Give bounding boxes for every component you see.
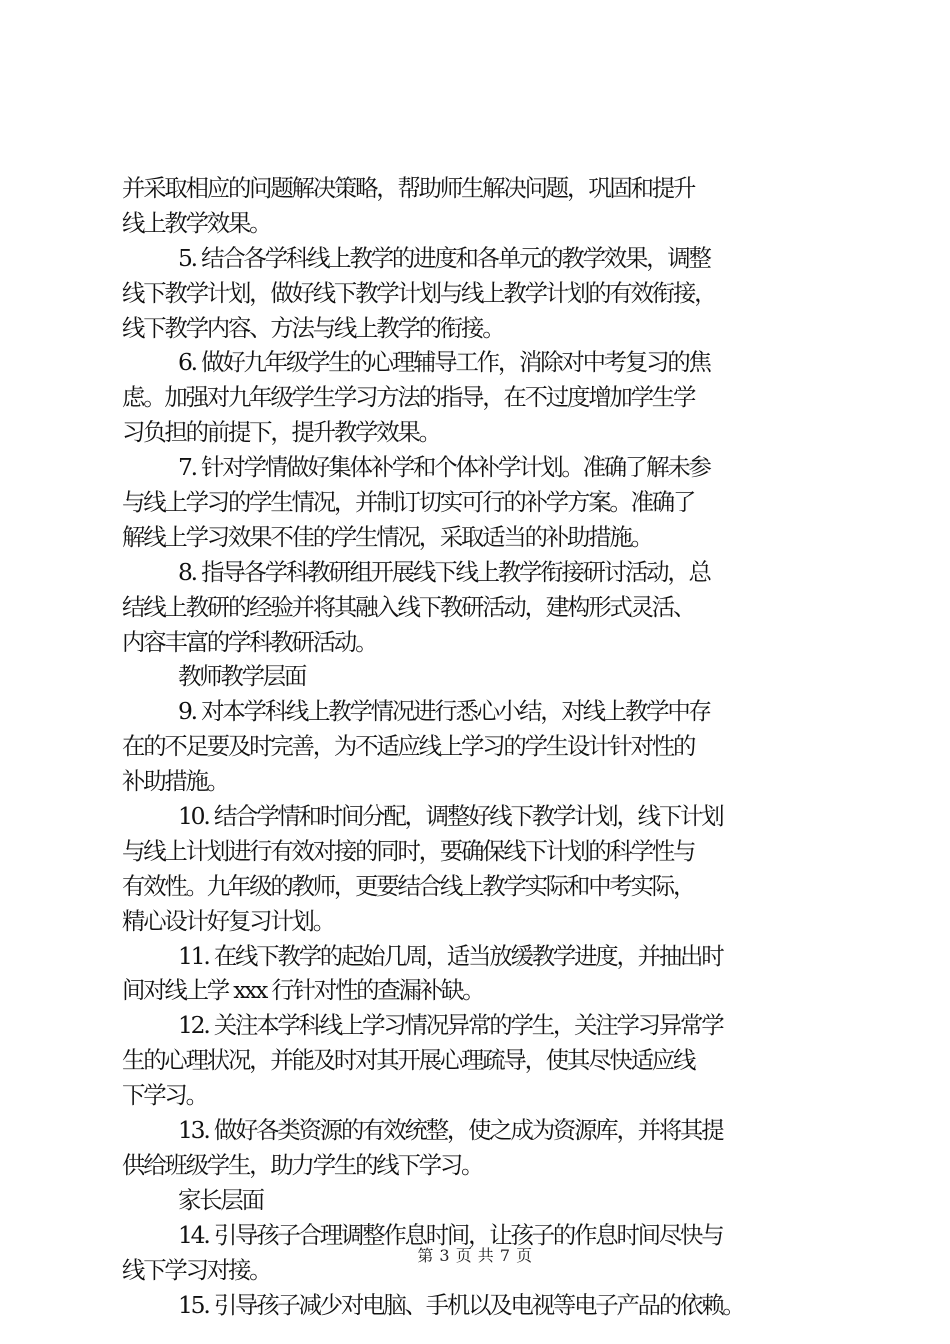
text-line: 线下教学内容、方法与线上教学的衔接。 [122, 313, 504, 342]
text-line: 解线上学习效果不佳的学生情况，采取适当的补助措施。 [122, 522, 652, 551]
page-number-footer: 第 3 页 共 7 页 [417, 1246, 533, 1265]
text-line: 下学习。 [122, 1081, 207, 1110]
text-line: 结线上教研的经验并将其融入线下教研活动，建构形式灵活、 [122, 592, 695, 621]
text-line: 补助措施。 [122, 767, 228, 796]
paragraph-start-line: 8. 指导各学科教研组开展线下线上教学衔接研讨活动，总 [178, 557, 710, 586]
text-line: 内容丰富的学科教研活动。 [122, 627, 377, 656]
section-heading-teacher: 教师教学层面 [178, 662, 306, 691]
text-line: 供给班级学生，助力学生的线下学习。 [122, 1150, 483, 1179]
paragraph-start-line: 12. 关注本学科线上学习情况异常的学生，关注学习异常学 [178, 1011, 723, 1040]
text-line: 与线上计划进行有效对接的同时，要确保线下计划的科学性与 [122, 836, 695, 865]
paragraph-start-line: 6. 做好九年级学生的心理辅导工作，消除对中考复习的焦 [178, 348, 710, 377]
text-line: 在的不足要及时完善，为不适应线上学习的学生设计针对性的 [122, 732, 695, 761]
text-line: 线上教学效果。 [122, 208, 271, 237]
text-line: 并采取相应的问题解决策略，帮助师生解决问题，巩固和提升 [122, 174, 695, 202]
text-line: 线下学习对接。 [122, 1255, 271, 1284]
text-line: 与线上学习的学生情况，并制订切实可行的补学方案。准确了 [122, 488, 695, 517]
paragraph-start-line: 7. 针对学情做好集体补学和个体补学计划。准确了解未参 [178, 453, 710, 482]
text-line: 间对线上学 xxx 行针对性的查漏补缺。 [122, 976, 484, 1005]
paragraph-start-line: 10. 结合学情和时间分配，调整好线下教学计划，线下计划 [178, 802, 723, 831]
paragraph-start-line: 13. 做好各类资源的有效统整，使之成为资源库，并将其提 [178, 1116, 723, 1145]
paragraph-start-line: 15. 引导孩子减少对电脑、手机以及电视等电子产品的依赖。 [178, 1290, 744, 1319]
text-line: 习负担的前提下，提升教学效果。 [122, 418, 440, 447]
paragraph-start-line: 11. 在线下教学的起始几周，适当放缓教学进度，并抽出时 [178, 941, 723, 970]
document-body [122, 171, 834, 1322]
text-line: 生的心理状况，并能及时对其开展心理疏导，使其尽快适应线 [122, 1046, 695, 1075]
text-line: 精心设计好复习计划。 [122, 906, 334, 935]
text-line: 线下教学计划，做好线下教学计划与线上教学计划的有效衔接， [122, 278, 716, 307]
text-line: 虑。加强对九年级学生学习方法的指导，在不过度增加学生学 [122, 383, 695, 412]
text-line: 有效性。九年级的教师，更要结合线上教学实际和中考实际， [122, 871, 695, 900]
paragraph-start-line: 14. 引导孩子合理调整作息时间，让孩子的作息时间尽快与 [178, 1220, 723, 1249]
paragraph-start-line: 9. 对本学科线上教学情况进行悉心小结，对线上教学中存 [178, 697, 710, 726]
section-heading-parent: 家长层面 [178, 1185, 263, 1214]
paragraph-start-line: 5. 结合各学科线上教学的进度和各单元的教学效果，调整 [178, 243, 710, 272]
